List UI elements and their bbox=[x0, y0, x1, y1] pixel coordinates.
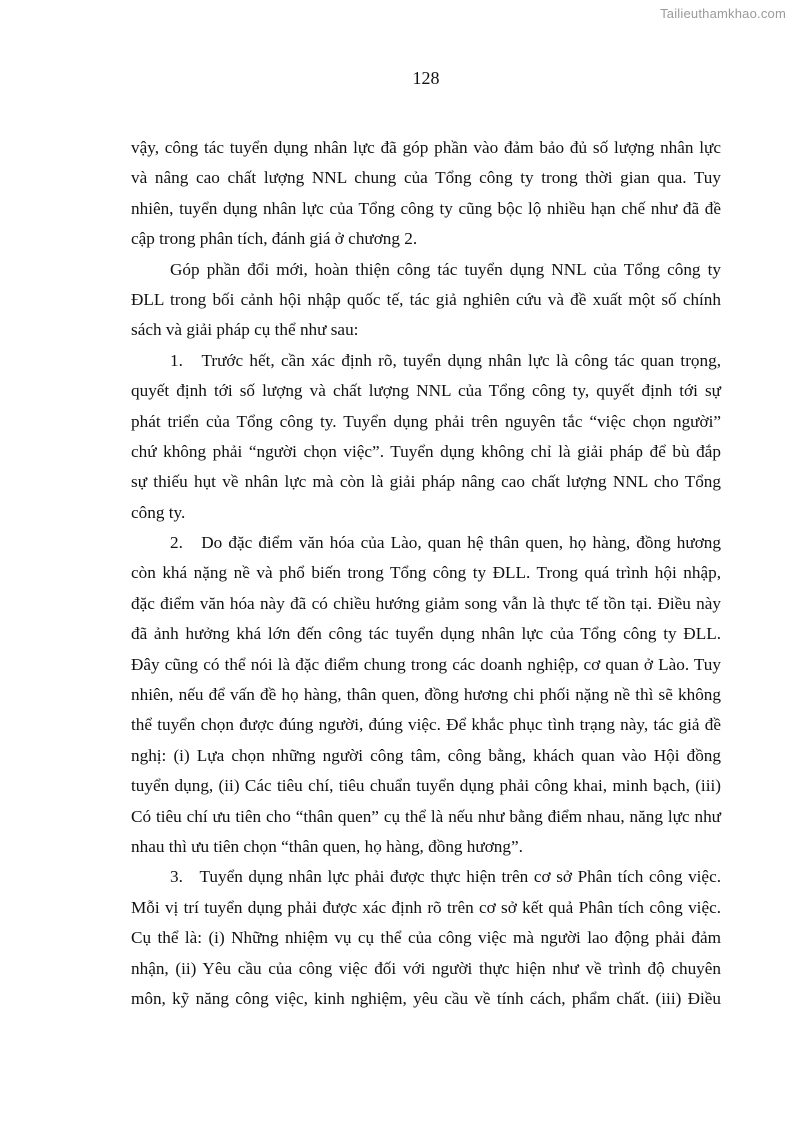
text-line: và nâng cao chất lượng NNL chung của Tổng công ty trong thời gian qua. Tuy bbox=[131, 168, 721, 188]
text-line: cập trong phân tích, đánh giá ở chương 2. bbox=[131, 229, 418, 249]
document-body bbox=[131, 133, 721, 1014]
text-line: tuyển dụng, (ii) Các tiêu chí, tiêu chuẩn tuyển dụng phải công khai, minh bạch, (iii) bbox=[131, 776, 721, 796]
text-line: Mỗi vị trí tuyển dụng phải được xác định rõ trên cơ sở kết quả Phân tích công việc. bbox=[131, 897, 721, 917]
text-line: công ty. bbox=[131, 502, 186, 522]
list-item-2-line: 2. Do đặc điểm văn hóa của Lào, quan hệ thân quen, họ hàng, đồng hương bbox=[170, 533, 721, 553]
text-line: Cụ thể là: (i) Những nhiệm vụ cụ thể của công việc mà người lao động phải đảm bbox=[131, 928, 721, 948]
text-line: nghị: (i) Lựa chọn những người công tâm, công bằng, khách quan vào Hội đồng bbox=[131, 745, 721, 765]
text-line: nhận, (ii) Yêu cầu của công việc đối với người thực hiện như về trình độ chuyên bbox=[131, 958, 721, 978]
text-line: đã ảnh hưởng khá lớn đến công tác tuyển dụng nhân lực của Tổng công ty ĐLL. bbox=[131, 624, 721, 644]
page-number: 128 bbox=[412, 68, 440, 88]
text-line: vậy, công tác tuyển dụng nhân lực đã góp phần vào đảm bảo đủ số lượng nhân lực bbox=[131, 138, 721, 157]
text-line: Góp phần đổi mới, hoàn thiện công tác tuyển dụng NNL của Tổng công ty bbox=[170, 259, 721, 279]
list-item-1-line: 1. Trước hết, cần xác định rõ, tuyển dụng nhân lực là công tác quan trọng, bbox=[170, 350, 721, 370]
list-item-3-line: 3. Tuyển dụng nhân lực phải được thực hiện trên cơ sở Phân tích công việc. bbox=[170, 867, 721, 887]
text-line: nhiên, nếu để vấn đề họ hàng, thân quen, đồng hương chi phối nặng nề thì sẽ không bbox=[131, 685, 721, 705]
text-line: môn, kỹ năng công việc, kinh nghiệm, yêu cầu về tính cách, phẩm chất. (iii) Điều bbox=[131, 988, 721, 1008]
text-line: còn khá nặng nề và phổ biến trong Tổng công ty ĐLL. Trong quá trình hội nhập, bbox=[131, 563, 721, 583]
watermark: Tailieuthamkhao.com bbox=[660, 6, 786, 21]
text-line: ĐLL trong bối cảnh hội nhập quốc tế, tác giả nghiên cứu và đề xuất một số chính bbox=[131, 289, 721, 309]
text-line: sự thiếu hụt về nhân lực mà còn là giải pháp nâng cao chất lượng NNL cho Tổng bbox=[131, 472, 721, 492]
text-line: Có tiêu chí ưu tiên cho “thân quen” cụ thể là nếu như bằng điểm nhau, năng lực như bbox=[131, 806, 721, 826]
text-line: Đây cũng có thể nói là đặc điểm chung trong các doanh nghiệp, cơ quan ở Lào. Tuy bbox=[131, 654, 721, 674]
text-line: sách và giải pháp cụ thể như sau: bbox=[131, 320, 359, 340]
text-line: chứ không phải “người chọn việc”. Tuyển dụng không chỉ là giải pháp để bù đắp bbox=[131, 441, 721, 461]
text-line: quyết định tới số lượng và chất lượng NNL của Tổng công ty, quyết định tới sự bbox=[131, 381, 721, 401]
text-line: thể tuyển chọn được đúng người, đúng việc. Để khắc phục tình trạng này, tác giả đề bbox=[131, 715, 721, 735]
text-line: nhau thì ưu tiên chọn “thân quen, họ hàng, đồng hương”. bbox=[131, 836, 523, 856]
text-line: đặc điểm văn hóa này đã có chiều hướng giảm song vẫn là thực tế tồn tại. Điều này bbox=[131, 593, 721, 613]
text-line: nhiên, tuyển dụng nhân lực của Tổng công ty cũng bộc lộ nhiều hạn chế như đã đề bbox=[131, 198, 721, 218]
text-line: phát triển của Tổng công ty. Tuyển dụng phải trên nguyên tắc “việc chọn người” bbox=[131, 411, 721, 431]
